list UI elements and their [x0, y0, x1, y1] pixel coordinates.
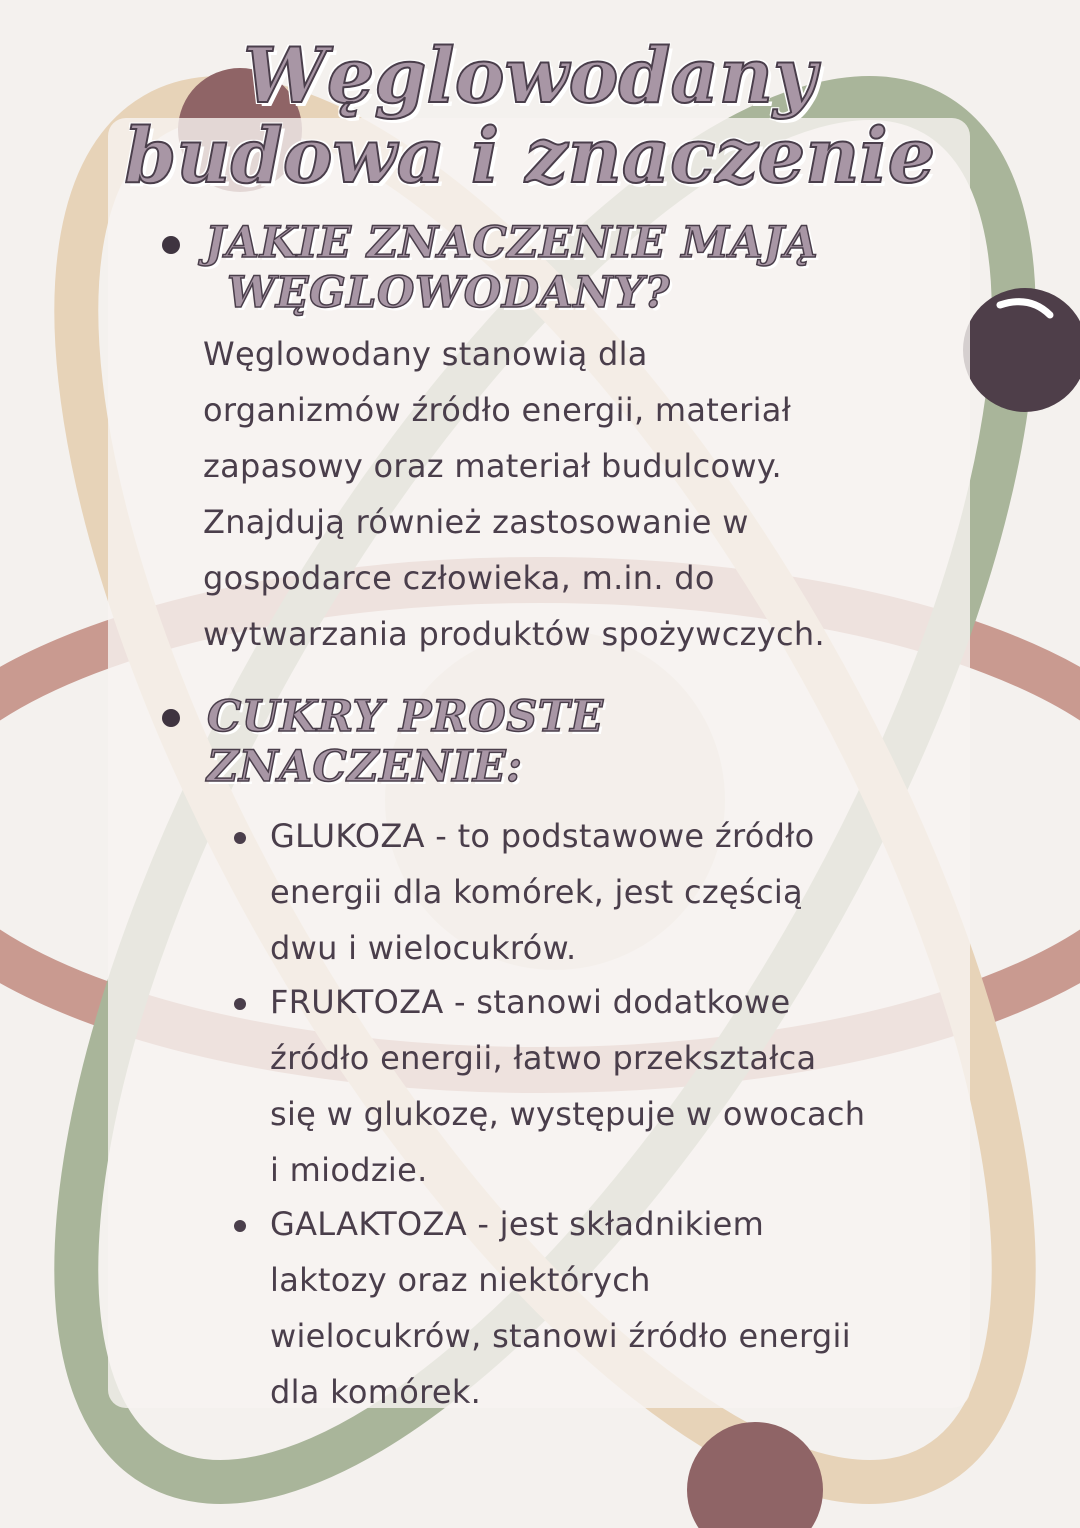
list-item-line: i miodzie. — [270, 1151, 428, 1189]
list-bullet — [234, 1220, 246, 1232]
title-line-2: budowa i znaczenie — [124, 111, 936, 200]
list-item-line: laktozy oraz niektórych — [270, 1261, 651, 1299]
list-item-fruktoza — [270, 974, 865, 1198]
paragraph-line: zapasowy oraz materiał budulcowy. — [203, 447, 782, 485]
list-item-line: GALAKTOZA - jest składnikiem — [270, 1205, 765, 1243]
list-item-galaktoza — [270, 1196, 851, 1420]
bullet-section-1 — [162, 236, 180, 254]
section-1-heading — [205, 218, 818, 318]
paragraph-line: wytwarzania produktów spożywczych. — [203, 615, 825, 653]
list-item-line: się w glukozę, występuje w owocach — [270, 1095, 866, 1133]
list-item-line: dwu i wielocukrów. — [270, 929, 577, 967]
paragraph-line: organizmów źródło energii, materiał — [203, 391, 792, 429]
list-item-line: energii dla komórek, jest częścią — [270, 873, 803, 911]
section-1-paragraph — [203, 326, 825, 662]
section-2-heading — [207, 692, 604, 792]
title-line-1: Węglowodany — [243, 31, 817, 120]
section-1-heading-line-1: JAKIE ZNACZENIE MAJĄ — [205, 218, 819, 268]
paragraph-line: Węglowodany stanowią dla — [203, 335, 648, 373]
list-bullet — [234, 832, 246, 844]
list-bullet — [234, 998, 246, 1010]
paragraph-line: Znajdują również zastosowanie w — [203, 503, 749, 541]
list-item-line: wielocukrów, stanowi źródło energii — [270, 1317, 851, 1355]
list-item-glukoza — [270, 808, 815, 976]
list-item-line: źródło energii, łatwo przekształca — [270, 1039, 817, 1077]
paragraph-line: gospodarce człowieka, m.in. do — [203, 559, 715, 597]
section-1-heading-line-2: WĘGLOWODANY? — [227, 268, 671, 318]
list-item-line: FRUKTOZA - stanowi dodatkowe — [270, 983, 791, 1021]
section-2-heading-line-2: ZNACZENIE: — [207, 742, 523, 792]
list-item-line: dla komórek. — [270, 1373, 482, 1411]
bullet-section-2 — [162, 709, 180, 727]
section-2-heading-line-1: CUKRY PROSTE — [207, 692, 604, 742]
list-item-line: GLUKOZA - to podstawowe źródło — [270, 817, 815, 855]
